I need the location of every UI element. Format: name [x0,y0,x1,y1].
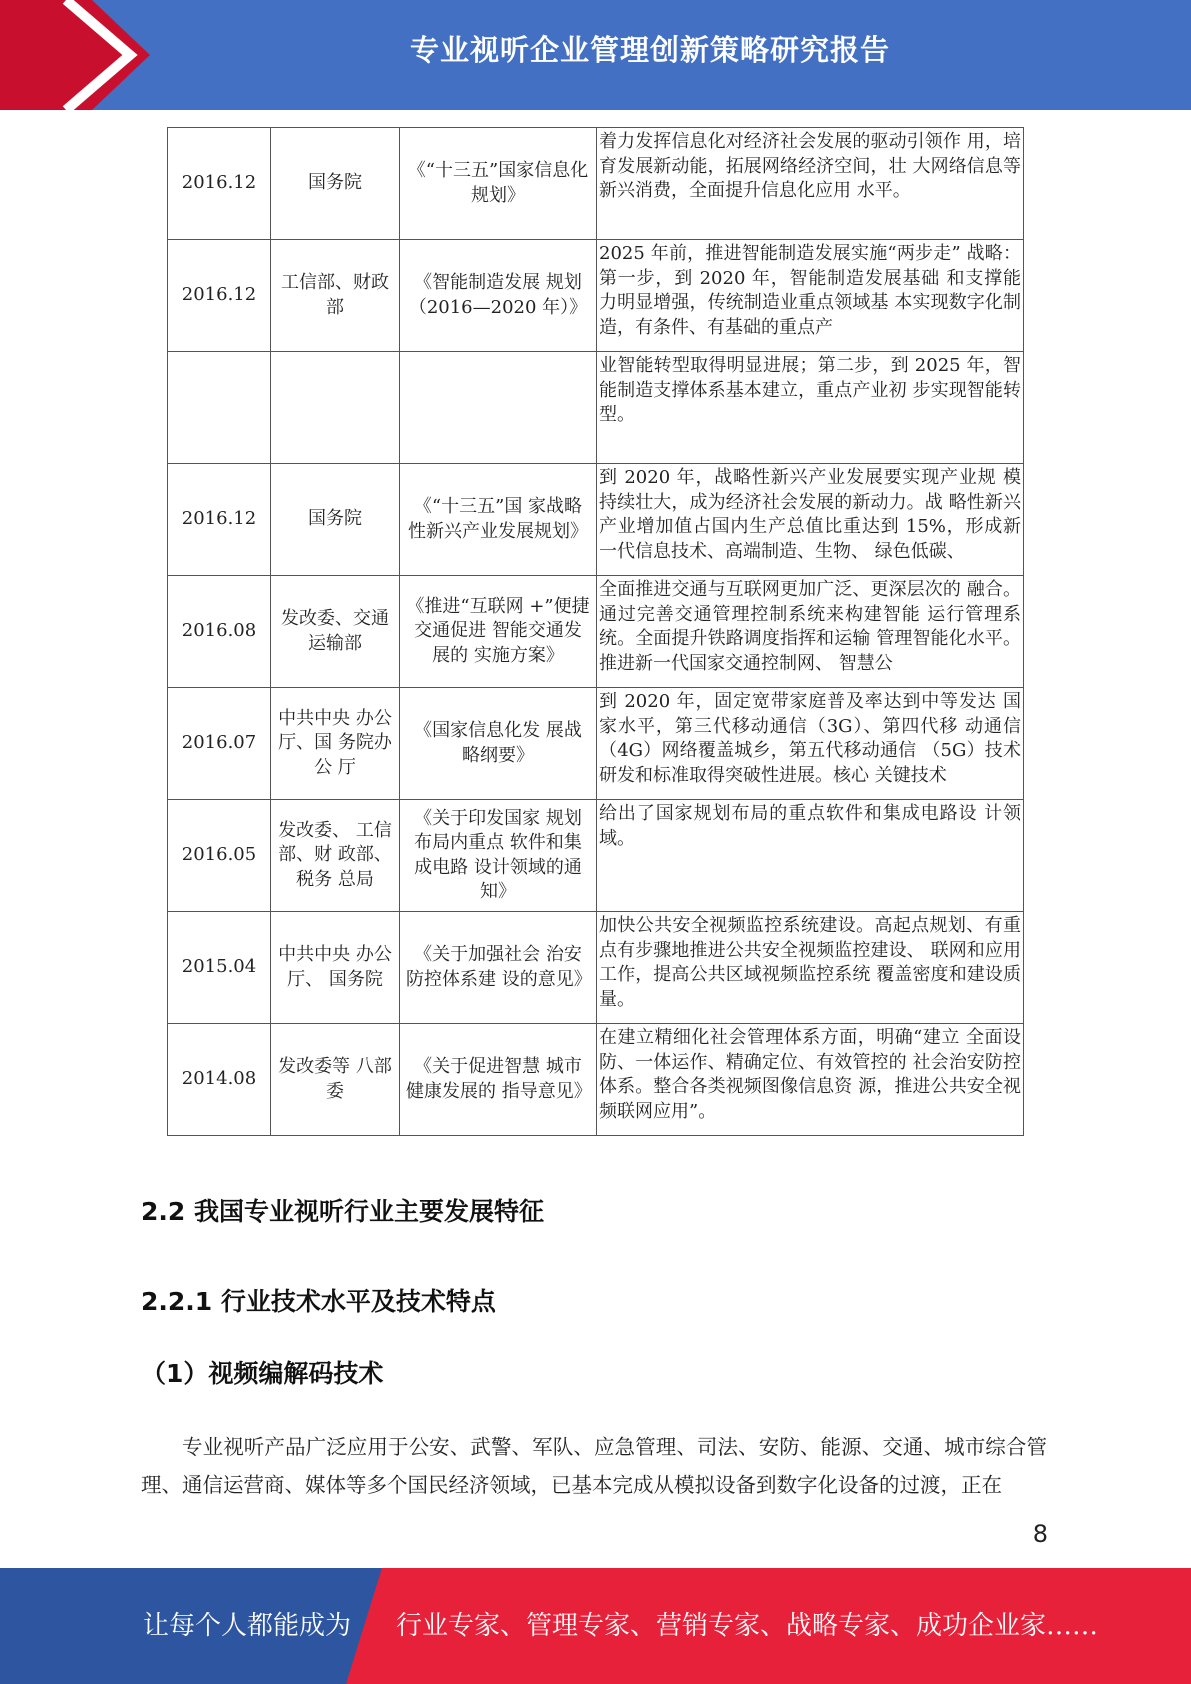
page-number: 8 [1032,1520,1048,1548]
row-department: 中共中央 办公厅、国 务院办公 厅 [271,688,400,800]
section-heading-2-2-1: 2.2.1 行业技术水平及技术特点 [141,1287,496,1316]
row-department: 发改委、 工信部、财 政部、税务 总局 [271,800,400,912]
subsection-heading-video-codec: （1）视频编解码技术 [141,1359,384,1388]
row-document: 《“十三五”国 家战略性新兴产业发展规划》 [400,464,597,576]
row-description: 加快公共安全视频监控系统建设。高起点规划、有重点有步骤地推进公共安全视频监控建设、 联网和应用工作，提高公共区域视频监控系统 覆盖密度和建设质量。 [597,912,1024,1024]
row-date: 2016.05 [168,800,271,912]
row-description: 到 2020 年，固定宽带家庭普及率达到中等发达 国家水平，第三代移动通信（3G）、第四代移 动通信（4G）网络覆盖城乡，第五代移动通信 （5G）技术研发和标准取得突破性进展。核心 关键技术 [597,688,1024,800]
row-document: 《推进“互联网 +”便捷交通促进 智能交通发展的 实施方案》 [400,576,597,688]
row-department: 国务院 [271,128,400,240]
page-header [0,0,1191,110]
document-title: 专业视听企业管理创新策略研究报告 [409,33,890,67]
table-row [168,912,1024,1024]
row-description: 业智能转型取得明显进展；第二步，到 2025 年，智能制造支撑体系基本建立，重点产业初 步实现智能转型。 [597,352,1024,464]
row-description: 全面推进交通与互联网更加广泛、更深层次的 融合。通过完善交通管理控制系统来构建智能 运行管理系统。全面提升铁路调度指挥和运输 管理智能化水平。推进新一代国家交通控制网、 智慧公 [597,576,1024,688]
table-row [168,240,1024,352]
table-row [168,576,1024,688]
row-date: 2016.12 [168,464,271,576]
row-department: 工信部、财政部 [271,240,400,352]
table-row [168,688,1024,800]
row-department: 国务院 [271,464,400,576]
table-row [168,352,1024,464]
row-document: 《智能制造发展 规划（2016—2020 年）》 [400,240,597,352]
row-description: 着力发挥信息化对经济社会发展的驱动引领作 用，培育发展新动能，拓展网络经济空间，壮 大网络信息等新兴消费，全面提升信息化应用 水平。 [597,128,1024,240]
row-date: 2014.08 [168,1024,271,1136]
row-department: 发改委、交通运输部 [271,576,400,688]
header-arrow-icon [0,0,150,110]
row-document: 《关于促进智慧 城市健康发展的 指导意见》 [400,1024,597,1136]
row-description: 到 2020 年，战略性新兴产业发展要实现产业规 模持续壮大，成为经济社会发展的新动力。战 略性新兴产业增加值占国内生产总值比重达到 15%，形成新一代信息技术、高端制造、生物、 绿色低碳、 [597,464,1024,576]
row-department: 中共中央 办公厅、 国务院 [271,912,400,1024]
row-date [168,352,271,464]
table-row [168,464,1024,576]
row-department: 发改委等 八部委 [271,1024,400,1136]
table-row [168,1024,1024,1136]
section-heading-2-2: 2.2 我国专业视听行业主要发展特征 [141,1197,544,1226]
row-document: 《“十三五”国家信息化规划》 [400,128,597,240]
row-date: 2015.04 [168,912,271,1024]
footer-slogan-right: 行业专家、管理专家、营销专家、战略专家、成功企业家…… [396,1611,1099,1641]
row-date: 2016.08 [168,576,271,688]
row-document: 《关于印发国家 规划布局内重点 软件和集成电路 设计领域的通知》 [400,800,597,912]
row-document: 《关于加强社会 治安防控体系建 设的意见》 [400,912,597,1024]
page-footer [0,1568,1191,1684]
row-description: 2025 年前，推进智能制造发展实施“两步走” 战略：第一步，到 2020 年，智能制造发展基础 和支撑能力明显增强，传统制造业重点领域基 本实现数字化制造，有条件、有基础的重点产 [597,240,1024,352]
row-document [400,352,597,464]
row-description: 在建立精细化社会管理体系方面，明确“建立 全面设防、一体运作、精确定位、有效管控的 社会治安防控体系。整合各类视频图像信息资 源，推进公共安全视频联网应用”。 [597,1024,1024,1136]
row-department [271,352,400,464]
policy-table [167,127,1024,1136]
row-date: 2016.12 [168,128,271,240]
row-description: 给出了国家规划布局的重点软件和集成电路设 计领域。 [597,800,1024,912]
table-row [168,800,1024,912]
row-date: 2016.12 [168,240,271,352]
footer-slogan-left: 让每个人都能成为 [143,1611,352,1641]
row-date: 2016.07 [168,688,271,800]
row-document: 《国家信息化发 展战略纲要》 [400,688,597,800]
table-row [168,128,1024,240]
body-paragraph: 专业视听产品广泛应用于公安、武警、军队、应急管理、司法、安防、能源、交通、城市综合管理、通信运营商、媒体等多个国民经济领域，已基本完成从模拟设备到数字化设备的过渡，正在 [141,1435,1047,1497]
